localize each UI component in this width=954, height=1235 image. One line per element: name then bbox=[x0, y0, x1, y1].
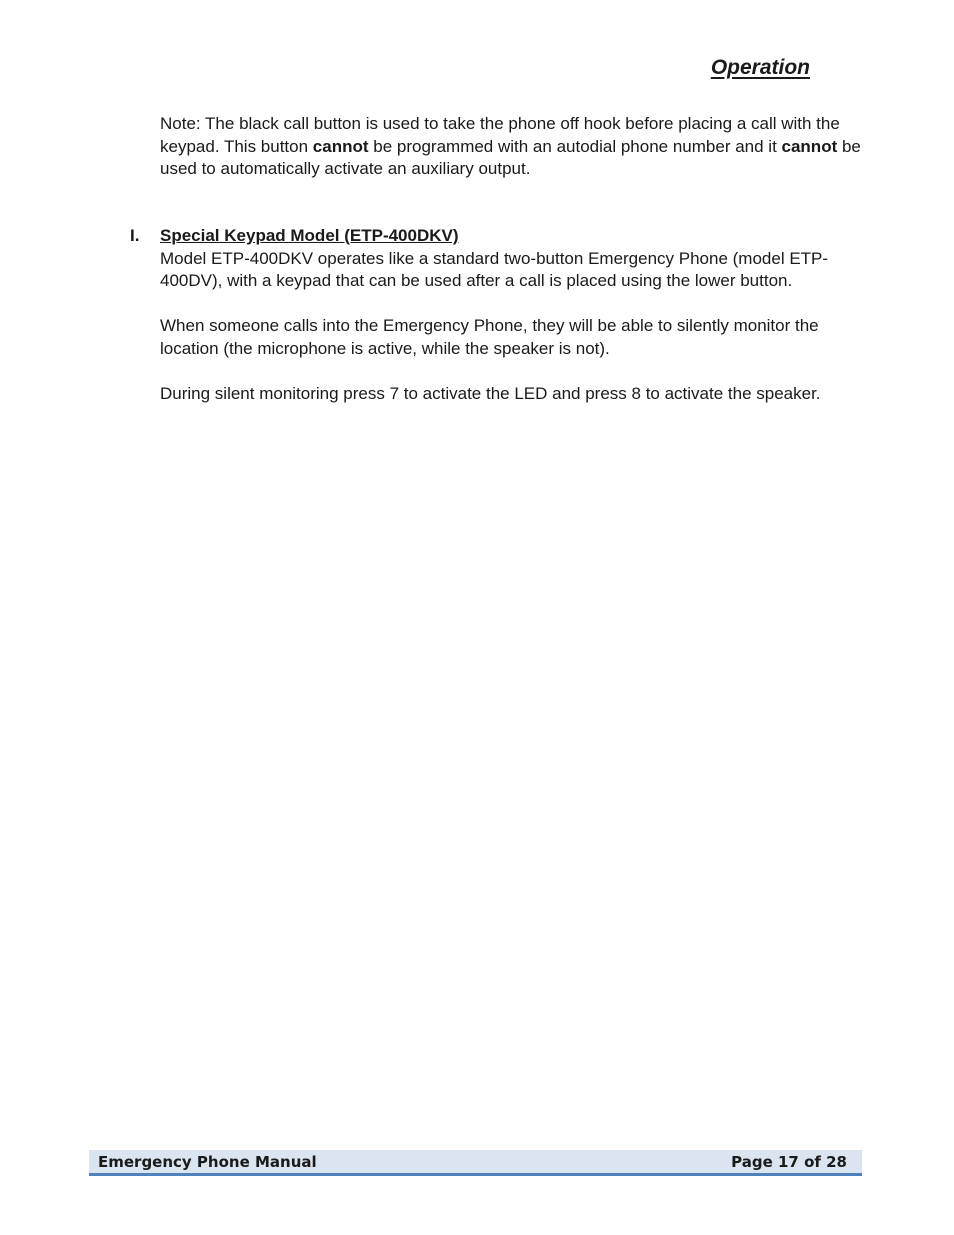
note-paragraph bbox=[160, 113, 870, 181]
section-marker: I. bbox=[130, 226, 140, 245]
section-special-keypad bbox=[130, 225, 870, 428]
note-text: be programmed with an autodial phone number and it bbox=[368, 136, 782, 156]
footer-manual-title: Emergency Phone Manual bbox=[98, 1152, 317, 1171]
page-footer bbox=[89, 1150, 862, 1176]
note-emphasis: cannot bbox=[312, 136, 369, 156]
page-header: Operation bbox=[710, 56, 810, 79]
section-title: Special Keypad Model (ETP-400DKV) bbox=[160, 226, 459, 245]
section-paragraph: During silent monitoring press 7 to activate the LED and press 8 to activate the speaker. bbox=[160, 383, 821, 403]
note-text: Note: The black call button is used to take the phone off hook before placing a call with the keypad. This button bbox=[160, 114, 840, 156]
note-text: be used to automatically activate an auxiliary output. bbox=[160, 136, 861, 178]
footer-page-number: Page 17 of 28 bbox=[731, 1152, 847, 1171]
section-body bbox=[160, 248, 870, 406]
note-emphasis: cannot bbox=[781, 136, 838, 156]
section-heading bbox=[130, 225, 870, 248]
section-paragraph: When someone calls into the Emergency Phone, they will be able to silently monitor the location (the microphone is active, while the speaker is not). bbox=[160, 316, 819, 358]
section-paragraph: Model ETP-400DKV operates like a standard two-button Emergency Phone (model ETP-400DV), with a keypad that can be used after a call is placed using the lower button. bbox=[160, 248, 829, 290]
